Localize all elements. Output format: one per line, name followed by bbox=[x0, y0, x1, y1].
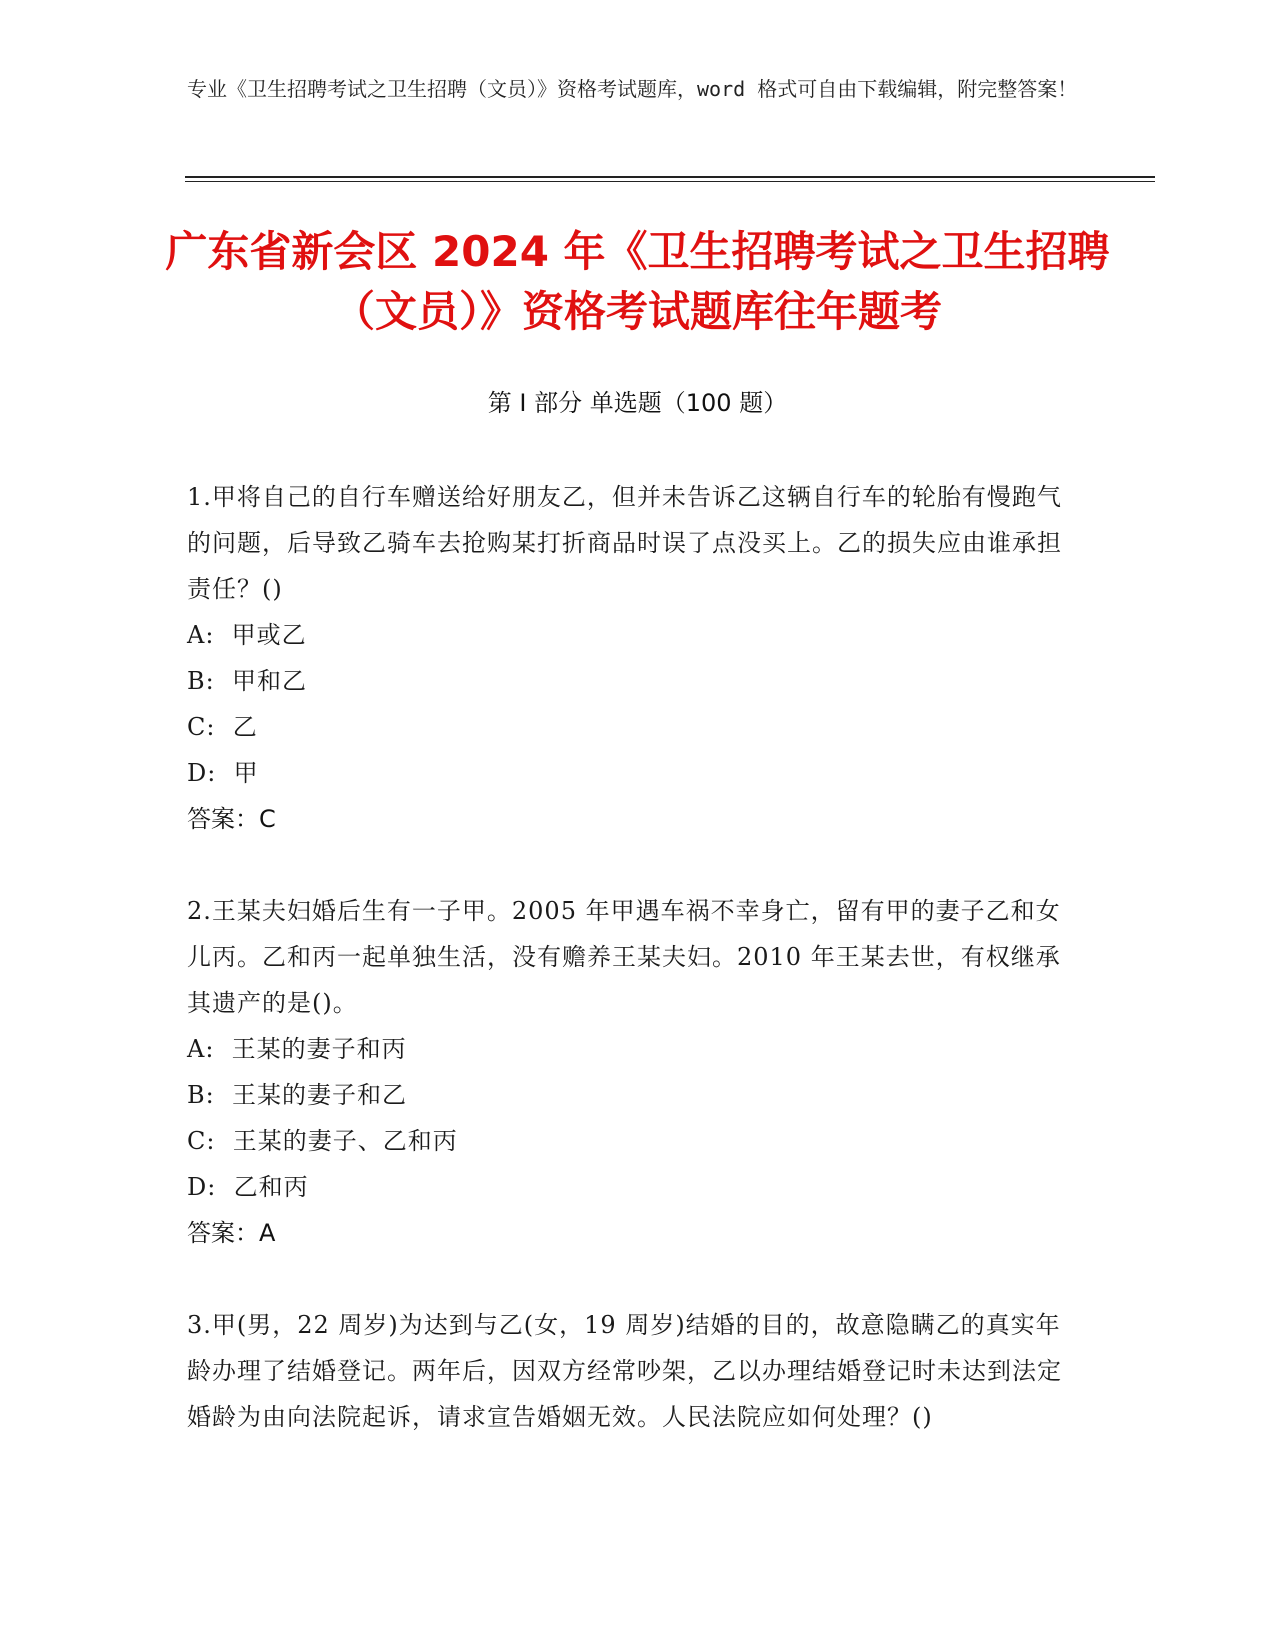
question-stem: 1.甲将自己的自行车赠送给好朋友乙，但并未告诉乙这辆自行车的轮胎有慢跑气的问题，后导致乙骑车去抢购某打折商品时误了点没买上。乙的损失应由谁承担责任？() bbox=[187, 483, 1062, 603]
option-b: B: 王某的妻子和乙 bbox=[187, 1081, 407, 1109]
option-c: C: 乙 bbox=[187, 713, 258, 741]
document-title: 广东省新会区 2024 年《卫生招聘考试之卫生招聘（文员）》资格考试题库往年题考 bbox=[165, 227, 1110, 336]
question-stem: 2.王某夫妇婚后生有一子甲。2005 年甲遇车祸不幸身亡，留有甲的妻子乙和女儿丙。乙和丙一起单独生活，没有赡养王某夫妇。2010 年王某去世，有权继承其遗产的是()。 bbox=[187, 897, 1061, 1017]
header-divider-thin bbox=[185, 181, 1155, 182]
header-note: 专业《卫生招聘考试之卫生招聘（文员）》资格考试题库，word 格式可自由下载编辑，附完整答案！ bbox=[187, 77, 1078, 101]
option-b: B: 甲和乙 bbox=[187, 667, 307, 695]
question-list bbox=[187, 474, 1067, 1486]
answer: 答案：A bbox=[187, 1219, 276, 1247]
question-2 bbox=[187, 888, 1067, 1256]
header-divider-thick bbox=[185, 176, 1155, 178]
answer: 答案：C bbox=[187, 805, 276, 833]
option-d: D: 甲 bbox=[187, 759, 259, 787]
section-title: 第 I 部分 单选题（100 题） bbox=[487, 389, 788, 417]
option-c: C: 王某的妻子、乙和丙 bbox=[187, 1127, 458, 1155]
option-a: A: 王某的妻子和丙 bbox=[187, 1035, 407, 1063]
question-stem: 3.甲(男，22 周岁)为达到与乙(女，19 周岁)结婚的目的，故意隐瞒乙的真实年龄办理了结婚登记。两年后，因双方经常吵架，乙以办理结婚登记时未达到法定婚龄为由向法院起诉，请求宣告婚姻无效。人民法院应如何处理？() bbox=[187, 1311, 1062, 1431]
question-3 bbox=[187, 1302, 1067, 1440]
option-d: D: 乙和丙 bbox=[187, 1173, 309, 1201]
option-a: A: 甲或乙 bbox=[187, 621, 307, 649]
question-1 bbox=[187, 474, 1067, 842]
